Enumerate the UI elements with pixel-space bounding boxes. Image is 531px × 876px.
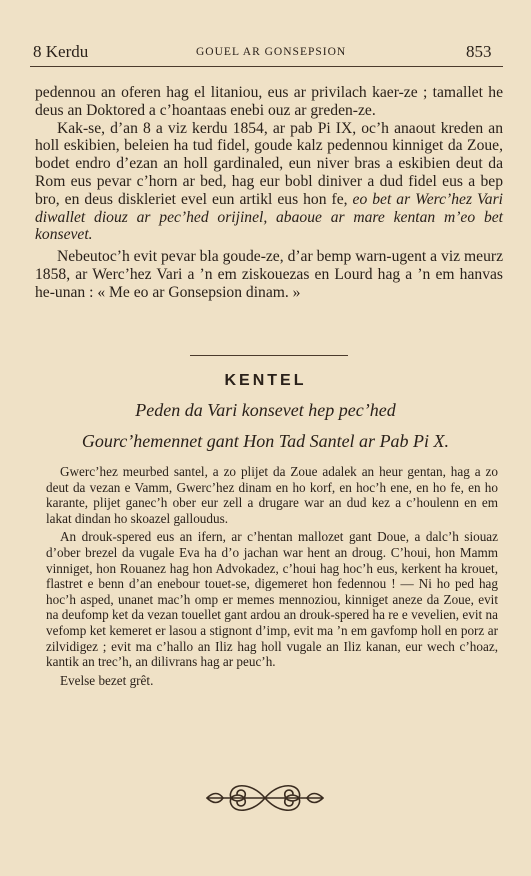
- body-paragraph-2-italic: eo bet ar Werc’hez Vari diwallet diouz ar pec’hed orijinel, abaoue ar mare kentan m’eo bet konsevet.: [35, 190, 503, 244]
- section-subtitle-1: Peden da Vari konsevet hep pec’hed: [135, 400, 396, 420]
- section-subtitle-2: Gourc’hemennet gant Hon Tad Santel ar Pab Pi X.: [81, 431, 450, 451]
- body-paragraph-2: [35, 120, 503, 245]
- body-paragraph-2-text: Kak-se, d’an 8 a viz kerdu 1854, ar pab Pi IX, oc’h anaout kreden an holl eskibien, beleien ha tud fidel, goude kalz pedennou kinniget da Zoue, bodet endro d’ezan an holl gardinaled, eun niver bras a eskibien deut da Rom eus pevar c’horn ar bed, hag eur bobl diniver a dud fidel eus a bep bro, en deus diskleriet evel eun artikl eus hon fe,: [35, 119, 503, 208]
- header-rule: [30, 66, 503, 67]
- body-text: [35, 84, 503, 302]
- running-head-title: GOUEL AR GONSEPSION: [196, 46, 347, 58]
- body-paragraph-1: pedennou an oferen hag el litaniou, eus ar privilach kaer-ze ; tamallet he deus an Doktored a c’hoantaas enebi ouz ar greden-ze.: [35, 84, 503, 119]
- prayer-paragraph-2: An drouk-spered eus an ifern, ar c’hentan mallozet gant Doue, a dalc’h siouaz d’ober brezel da vugale Eva ha d’o jachan war hent an droug. C’houi, hon Mamm vinniget, hon Rouanez hag hon Advokadez, c’houi hag hoc’h eus, kerkent ha krouet, flastret e benn d’an enebour touet-se, digemeret hon fedennou ! — Ni ho ped hag hoc’h asped, unanet mac’h omp er memes mennoziou, kinniget aneze da Zoue, evit na deufomp ket da vezan touellet gant ardou an drouk-spered ha re e vevelien, evit na vefomp ket kemeret er lasou a stignont d’imp, evit ma ’n em gavfomp holl en porz ar zilvidigez ; evit ma c’hallo an Iliz hag holl vugale an Iliz kanan, eur wech c’hoaz, kantik an trec’h, an dilivrans hag ar peuc’h.: [46, 529, 498, 670]
- section-divider: [190, 355, 348, 356]
- page-number: 853: [466, 42, 492, 61]
- running-head: [0, 0, 531, 70]
- prayer-text: [46, 464, 498, 688]
- section-heading: KENTEL: [224, 372, 307, 389]
- scroll-ornament-icon: [205, 776, 325, 820]
- prayer-paragraph-1: Gwerc’hez meurbed santel, a zo plijet da Zoue adalek an heur gentan, hag a zo deut da vezan e Vamm, Gwerc’hez dinam en ho korf, en hoc’h ene, en ho fe, en ho karante, plijet ganec’h ober eur zell a drugare war an dud kez a c’houlenn en em lakat dindan ho skoazel galloudus.: [46, 464, 498, 526]
- body-paragraph-3: Nebeutoc’h evit pevar bla goude-ze, d’ar bemp warn-ugent a viz meurz 1858, ar Werc’hez Vari a ’n em ziskouezas en Lourd hag a ’n em hanvas he-unan : « Me eo ar Gonsepsion dinam. »: [35, 248, 503, 301]
- running-head-left: 8 Kerdu: [33, 42, 89, 61]
- prayer-closing: Evelse bezet grêt.: [60, 672, 154, 688]
